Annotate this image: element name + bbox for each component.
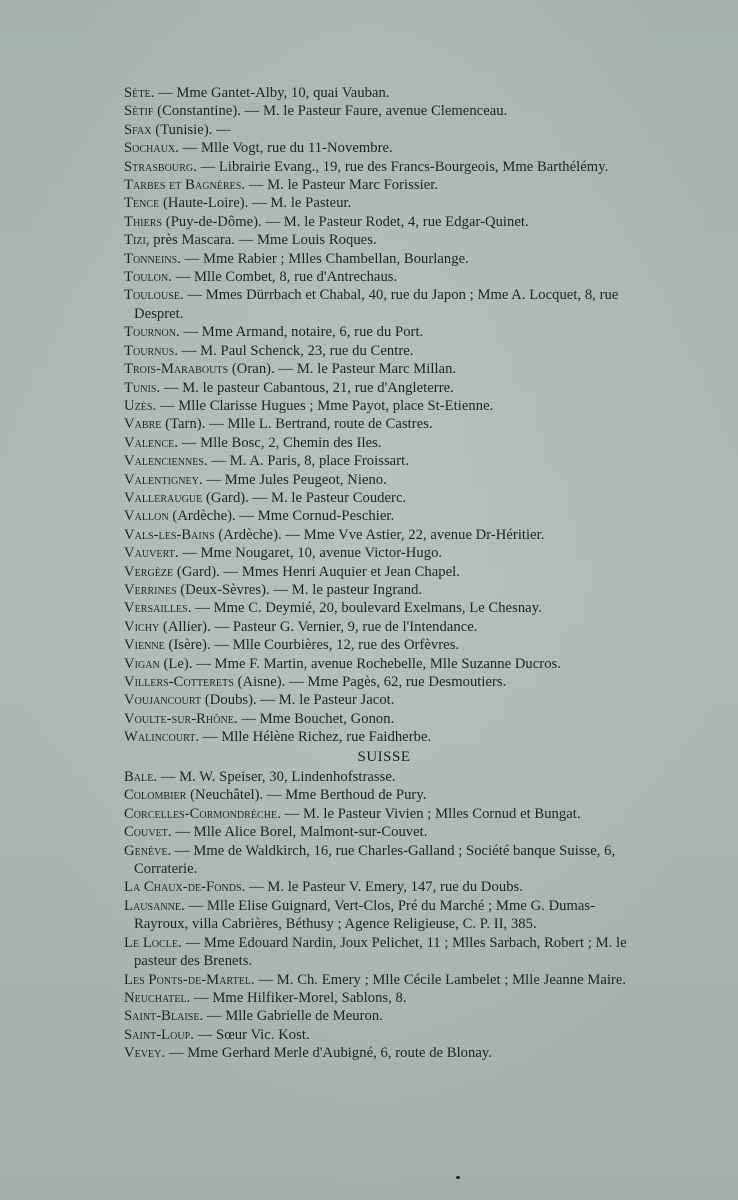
entry-place: Vauvert. — [124, 545, 179, 562]
directory-entry — [124, 618, 644, 636]
directory-entry — [124, 231, 644, 249]
directory-entry — [124, 823, 644, 841]
directory-entry — [124, 934, 644, 971]
directory-entry — [124, 213, 644, 231]
entry-details: — Mme Armand, notaire, 6, rue du Port. — [179, 324, 424, 341]
directory-entry — [124, 507, 644, 525]
directory-entry — [124, 989, 644, 1007]
entry-details: — Mme Gantet-Alby, 10, quai Vauban. — [154, 85, 390, 101]
entry-place: Neuchatel. — [124, 989, 191, 1006]
entry-details: — M. le pasteur Cabantous, 21, rue d'Angleterre. — [160, 379, 454, 396]
entry-details: (Puy-de-Dôme). — M. le Pasteur Rodet, 4, rue Edgar-Quinet. — [162, 213, 529, 230]
entry-details: — M. Ch. Emery ; Mlle Cécile Lambelet ; Mlle Jeanne Maire. — [254, 971, 627, 988]
directory-entry — [124, 397, 644, 415]
directory-entry — [124, 489, 644, 507]
entry-place: Tournus. — [124, 342, 179, 359]
entry-place: Valleraugue — [124, 489, 203, 506]
entry-details: (Doubs). — M. le Pasteur Jacot. — [201, 692, 395, 709]
entry-place: Versailles. — [124, 600, 192, 617]
directory-entry — [124, 691, 644, 709]
directory-entry — [124, 268, 644, 286]
directory-entry — [124, 323, 644, 341]
entry-place: Tizi, — [124, 232, 150, 249]
address-directory — [124, 84, 644, 1063]
entry-place: Sfax — [124, 121, 152, 138]
directory-entry — [124, 471, 644, 489]
entry-details: — Mlle Hélène Richez, rue Faidherbe. — [199, 729, 432, 746]
directory-entry — [124, 1026, 644, 1044]
directory-entry — [124, 342, 644, 360]
entry-place: Vallon — [124, 508, 169, 525]
entry-place: Uzès. — [124, 397, 157, 414]
entry-details: (Ardèche). — Mme Vve Astier, 22, avenue Dr-Héritier. — [214, 526, 545, 543]
entry-details: (Isère). — Mlle Courbières, 12, rue des Orfèvres. — [164, 637, 460, 654]
entry-details: — M. W. Speiser, 30, Lindenhofstrasse. — [157, 769, 396, 786]
entry-place: Sétif — [124, 103, 154, 120]
entry-place: Villers-Cotterets — [124, 674, 234, 690]
entry-details: (Aisne). — Mme Pagès, 62, rue Desmoutiers. — [233, 674, 507, 690]
directory-entry — [124, 360, 644, 378]
entry-place: Verrines — [124, 581, 177, 598]
entry-details: — Mme Jules Peugeot, Nieno. — [202, 471, 387, 488]
directory-entry — [124, 599, 644, 617]
suisse-entry-list — [124, 768, 644, 1063]
entry-details: — Mlle Combet, 8, rue d'Antrechaus. — [171, 269, 398, 286]
entry-place: Vergèze — [124, 563, 174, 580]
entry-place: Vevey. — [124, 1045, 166, 1062]
directory-entry — [124, 786, 644, 804]
entry-details: — Librairie Evang., 19, rue des Francs-Bourgeois, Mme Barthélémy. — [196, 158, 609, 175]
entry-details: — Mme Edouard Nardin, Joux Pelichet, 11 ; Mlles Sarbach, Robert ; M. le pasteur des Brenets. — [134, 934, 627, 970]
entry-details: — M. Paul Schenck, 23, rue du Centre. — [178, 342, 414, 359]
directory-entry — [124, 102, 644, 120]
directory-entry — [124, 452, 644, 470]
directory-entry — [124, 176, 644, 194]
entry-place: Sète. — [124, 85, 155, 101]
entry-details: — M. le Pasteur V. Emery, 147, rue du Doubs. — [245, 879, 523, 896]
entry-details: (Ardèche). — Mme Cornud-Peschier. — [168, 508, 395, 525]
entry-details: près Mascara. — Mme Louis Roques. — [149, 232, 377, 249]
entry-place: Saint-Loup. — [124, 1026, 194, 1043]
entry-place: Tunis. — [124, 379, 161, 396]
entry-place: Corcelles-Cormondrèche. — [124, 805, 281, 822]
entry-place: Vals-les-Bains — [124, 526, 215, 543]
entry-place: Couvet. — [124, 824, 172, 841]
entry-details: — Mme Gerhard Merle d'Aubigné, 6, route de Blonay. — [165, 1045, 492, 1062]
entry-place: Valenciennes. — [124, 453, 208, 470]
directory-entry — [124, 971, 644, 989]
entry-place: Toulouse. — [124, 287, 184, 304]
entry-details: — Mme Hilfiker-Morel, Sablons, 8. — [190, 989, 407, 1006]
entry-place: Thiers — [124, 213, 163, 230]
entry-place: Tonneins. — [124, 250, 181, 267]
directory-entry — [124, 544, 644, 562]
entry-details: — Mlle Gabrielle de Meuron. — [203, 1008, 383, 1025]
entry-place: Vigan — [124, 655, 160, 672]
entry-place: Saint-Blaise. — [124, 1008, 204, 1025]
entry-details: (Constantine). — M. le Pasteur Faure, avenue Clemenceau. — [153, 103, 508, 120]
directory-entry — [124, 526, 644, 544]
directory-entry — [124, 805, 644, 823]
directory-entry — [124, 878, 644, 896]
entry-place: Tarbes et Bagnères. — [124, 177, 246, 194]
directory-entry — [124, 1007, 644, 1025]
entry-place: La Chaux-de-Fonds. — [124, 879, 246, 896]
directory-entry — [124, 842, 644, 879]
entry-details: (Le). — Mme F. Martin, avenue Rochebelle, Mlle Suzanne Ducros. — [159, 655, 561, 672]
entry-place: Les Ponts-de-Martel. — [124, 971, 255, 988]
entry-place: Vabre — [124, 416, 162, 433]
entry-details: — Sœur Vic. Kost. — [193, 1026, 310, 1043]
entry-details: — Mlle Clarisse Hugues ; Mme Payot, place St-Etienne. — [156, 397, 494, 414]
entry-details: (Allier). — Pasteur G. Vernier, 9, rue de l'Intendance. — [159, 618, 478, 635]
directory-entry — [124, 84, 644, 102]
directory-entry — [124, 139, 644, 157]
entry-place: Genève. — [124, 842, 172, 859]
directory-entry — [124, 897, 644, 934]
entry-details: (Gard). — M. le Pasteur Couderc. — [202, 489, 407, 506]
entry-details: (Gard). — Mmes Henri Auquier et Jean Chapel. — [173, 563, 460, 580]
directory-entry — [124, 655, 644, 673]
entry-place: Strasbourg. — [124, 158, 197, 175]
entry-details: — Mlle Elise Guignard, Vert-Clos, Pré du Marché ; Mme G. Dumas-Rayroux, villa Cabrières, Béthusy ; Agence Religieuse, C. P. II, 385. — [134, 897, 596, 933]
directory-entry — [124, 121, 644, 139]
entry-details: — Mmes Dürrbach et Chabal, 40, rue du Japon ; Mme A. Locquet, 8, rue Despret. — [134, 287, 619, 322]
directory-entry — [124, 250, 644, 268]
entry-details: — Mlle Alice Borel, Malmont-sur-Couvet. — [171, 824, 428, 841]
directory-entry — [124, 158, 644, 176]
entry-details: (Deux-Sèvres). — M. le pasteur Ingrand. — [176, 581, 423, 598]
entry-place: Tournon. — [124, 324, 180, 341]
directory-entry — [124, 194, 644, 212]
entry-details: — Mlle Bosc, 2, Chemin des Iles. — [178, 434, 382, 451]
directory-entry — [124, 728, 644, 746]
entry-place: Lausanne. — [124, 897, 185, 914]
directory-entry — [124, 434, 644, 452]
entry-place: Trois-Marabouts — [124, 361, 229, 378]
entry-place: Valentigney. — [124, 471, 203, 488]
entry-details: — Mme C. Deymié, 20, boulevard Exelmans, Le Chesnay. — [191, 600, 542, 617]
entry-details: — M. A. Paris, 8, place Froissart. — [207, 453, 409, 470]
entry-details: — Mme Rabier ; Mlles Chambellan, Bourlange. — [180, 250, 469, 267]
entry-details: — M. le Pasteur Marc Forissier. — [245, 177, 439, 194]
entry-details: — Mme Nougaret, 10, avenue Victor-Hugo. — [178, 545, 443, 562]
entry-place: Voujancourt — [124, 692, 202, 709]
entry-place: Le Locle. — [124, 934, 182, 951]
entry-place: Tence — [124, 195, 160, 212]
entry-details: — M. le Pasteur Vivien ; Mlles Cornud et Bungat. — [280, 805, 581, 822]
entry-place: Vienne — [124, 637, 165, 654]
entry-place: Valence. — [124, 434, 179, 451]
directory-entry — [124, 286, 644, 323]
entry-details: (Tunisie). — — [151, 121, 231, 138]
entry-place: Sochaux. — [124, 140, 179, 157]
directory-entry — [124, 636, 644, 654]
directory-entry — [124, 710, 644, 728]
directory-entry — [124, 768, 644, 786]
entry-place: Walincourt. — [124, 729, 200, 746]
directory-entry — [124, 1044, 644, 1062]
directory-entry — [124, 415, 644, 433]
entry-place: Toulon. — [124, 269, 172, 286]
entry-details: (Oran). — M. le Pasteur Marc Millan. — [228, 361, 457, 378]
directory-entry — [124, 581, 644, 599]
entry-place: Bale. — [124, 769, 158, 786]
section-title-suisse: SUISSE — [357, 748, 411, 765]
entry-details: (Tarn). — Mlle L. Bertrand, route de Castres. — [161, 416, 433, 433]
directory-entry — [124, 379, 644, 397]
ink-mark — [456, 1176, 460, 1179]
directory-entry — [124, 673, 644, 691]
entry-details: (Haute-Loire). — M. le Pasteur. — [159, 195, 352, 212]
entry-place: Voulte-sur-Rhône. — [124, 710, 238, 727]
entry-place: Vichy — [124, 618, 160, 635]
france-entry-list — [124, 84, 644, 747]
entry-details: (Neuchâtel). — Mme Berthoud de Pury. — [186, 787, 427, 804]
entry-details: — Mme Bouchet, Gonon. — [237, 710, 395, 727]
directory-entry — [124, 563, 644, 581]
entry-details: — Mlle Vogt, rue du 11-Novembre. — [178, 140, 393, 157]
entry-place: Colombier — [124, 787, 187, 804]
entry-details: — Mme de Waldkirch, 16, rue Charles-Galland ; Société banque Suisse, 6, Corraterie. — [134, 842, 616, 878]
